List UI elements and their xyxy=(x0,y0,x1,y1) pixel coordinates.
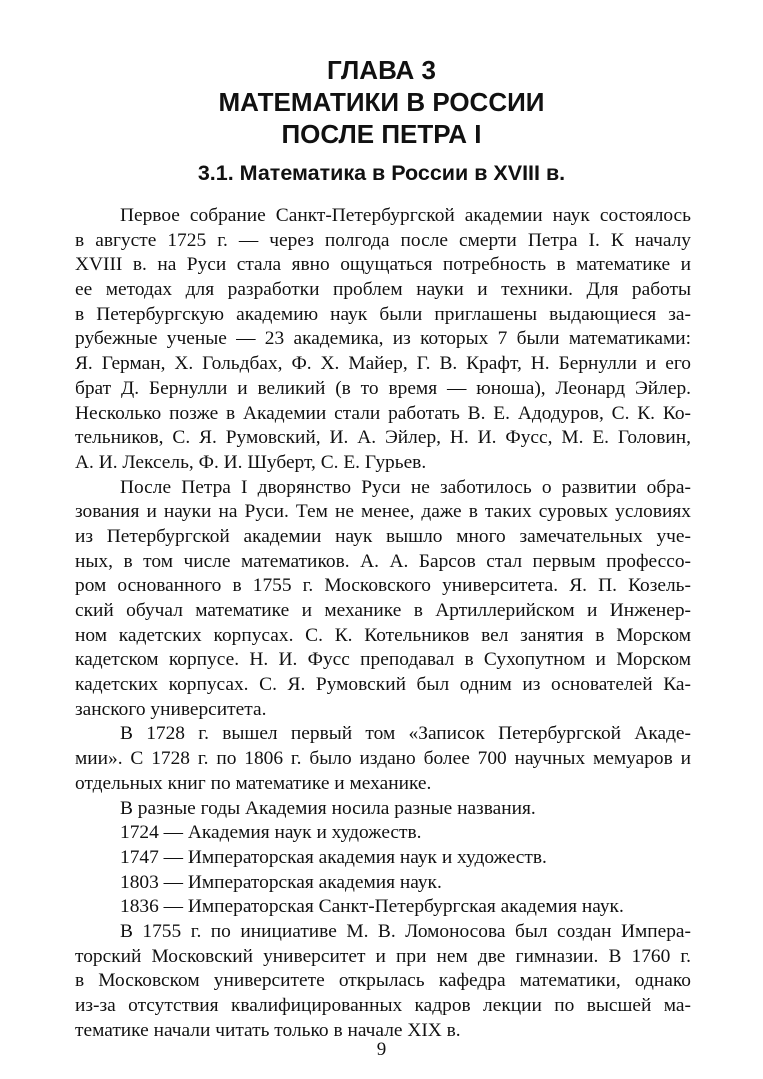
text-line: тематике начали читать только в начале XIX в. xyxy=(75,1019,461,1041)
text-line: зования и науки на Руси. Тем не менее, даже в таких суровых условиях xyxy=(75,501,691,523)
text-line: Несколько позже в Академии стали работать В. Е. Адодуров, С. К. Ко- xyxy=(75,402,691,424)
text-line: ном кадетских корпусах. С. К. Котельников вел занятия в Морском xyxy=(75,624,691,646)
chapter-heading xyxy=(0,54,763,150)
text-line: тельников, С. Я. Румовский, И. А. Эйлер, Н. И. Фусс, М. Е. Головин, xyxy=(75,427,691,449)
text-line: 1803 — Императорская академия наук. xyxy=(120,871,442,893)
text-line: рубежные ученые — 23 академика, из которых 7 были математиками: xyxy=(75,328,691,350)
text-line: занского университета. xyxy=(75,698,267,720)
text-line: брат Д. Бернулли и великий (в то время — юноша), Леонард Эйлер. xyxy=(75,377,691,399)
text-line: в августе 1725 г. — через полгода после смерти Петра I. К началу xyxy=(75,229,691,251)
chapter-number: ГЛАВА 3 xyxy=(326,55,437,85)
text-line: 1747 — Императорская академия наук и художеств. xyxy=(120,846,547,868)
section-title: 3.1. Математика в России в XVIII в. xyxy=(197,161,566,185)
text-line: в Петербургскую академию наук были приглашены выдающиеся за- xyxy=(75,303,691,325)
text-line: из Петербургской академии наук вышло много замечательных уче- xyxy=(75,525,691,547)
text-line: ных, в том числе математиков. А. А. Барсов стал первым профессо- xyxy=(75,550,691,572)
chapter-title-line-2: ПОСЛЕ ПЕТРА I xyxy=(281,119,482,149)
text-line: отдельных книг по математике и механике. xyxy=(75,772,432,794)
text-line: XVIII в. на Руси стала явно ощущаться потребность в математике и xyxy=(75,254,691,276)
text-line: После Петра I дворянство Руси не заботилось о развитии обра- xyxy=(120,476,691,498)
text-line: ее методах для разработки проблем науки и техники. Для работы xyxy=(75,279,691,301)
text-line: Первое собрание Санкт-Петербургской академии наук состоялось xyxy=(120,205,691,226)
text-line: ский обучал математике и механике в Артиллерийском и Инженер- xyxy=(75,600,691,621)
text-line: 1836 — Императорская Санкт-Петербургская академия наук. xyxy=(120,896,624,918)
text-line: из-за отсутствия квалифицированных кадров лекции по высшей ма- xyxy=(75,995,691,1016)
text-line: В 1728 г. вышел первый том «Записок Петербургской Акаде- xyxy=(120,723,691,745)
body-text xyxy=(75,204,691,1043)
page-number: 9 xyxy=(376,1039,387,1060)
text-line: кадетском корпусе. Н. И. Фусс преподавал в Сухопутном и Морском xyxy=(75,649,691,671)
text-line: Я. Герман, Х. Гольдбах, Ф. Х. Майер, Г. В. Крафт, Н. Бернулли и его xyxy=(75,353,691,375)
text-line: торский Московский университет и при нем две гимназии. В 1760 г. xyxy=(75,945,691,967)
chapter-title-line-1: МАТЕМАТИКИ В РОССИИ xyxy=(218,87,545,117)
text-line: ром основанного в 1755 г. Московского университета. Я. П. Козель- xyxy=(75,575,691,597)
text-line: кадетских корпусах. С. Я. Румовский был одним из основателей Ка- xyxy=(75,674,691,696)
text-line: В разные годы Академия носила разные названия. xyxy=(120,797,536,819)
text-line: мии». С 1728 г. по 1806 г. было издано более 700 научных мемуаров и xyxy=(75,748,691,770)
text-line: А. И. Лексель, Ф. И. Шуберт, С. Е. Гурьев. xyxy=(75,451,427,473)
text-line: 1724 — Академия наук и художеств. xyxy=(120,822,422,844)
text-line: В 1755 г. по инициативе М. В. Ломоносова был создан Импера- xyxy=(120,920,691,942)
text-line: в Московском университете открылась кафедра математики, однако xyxy=(75,970,691,992)
